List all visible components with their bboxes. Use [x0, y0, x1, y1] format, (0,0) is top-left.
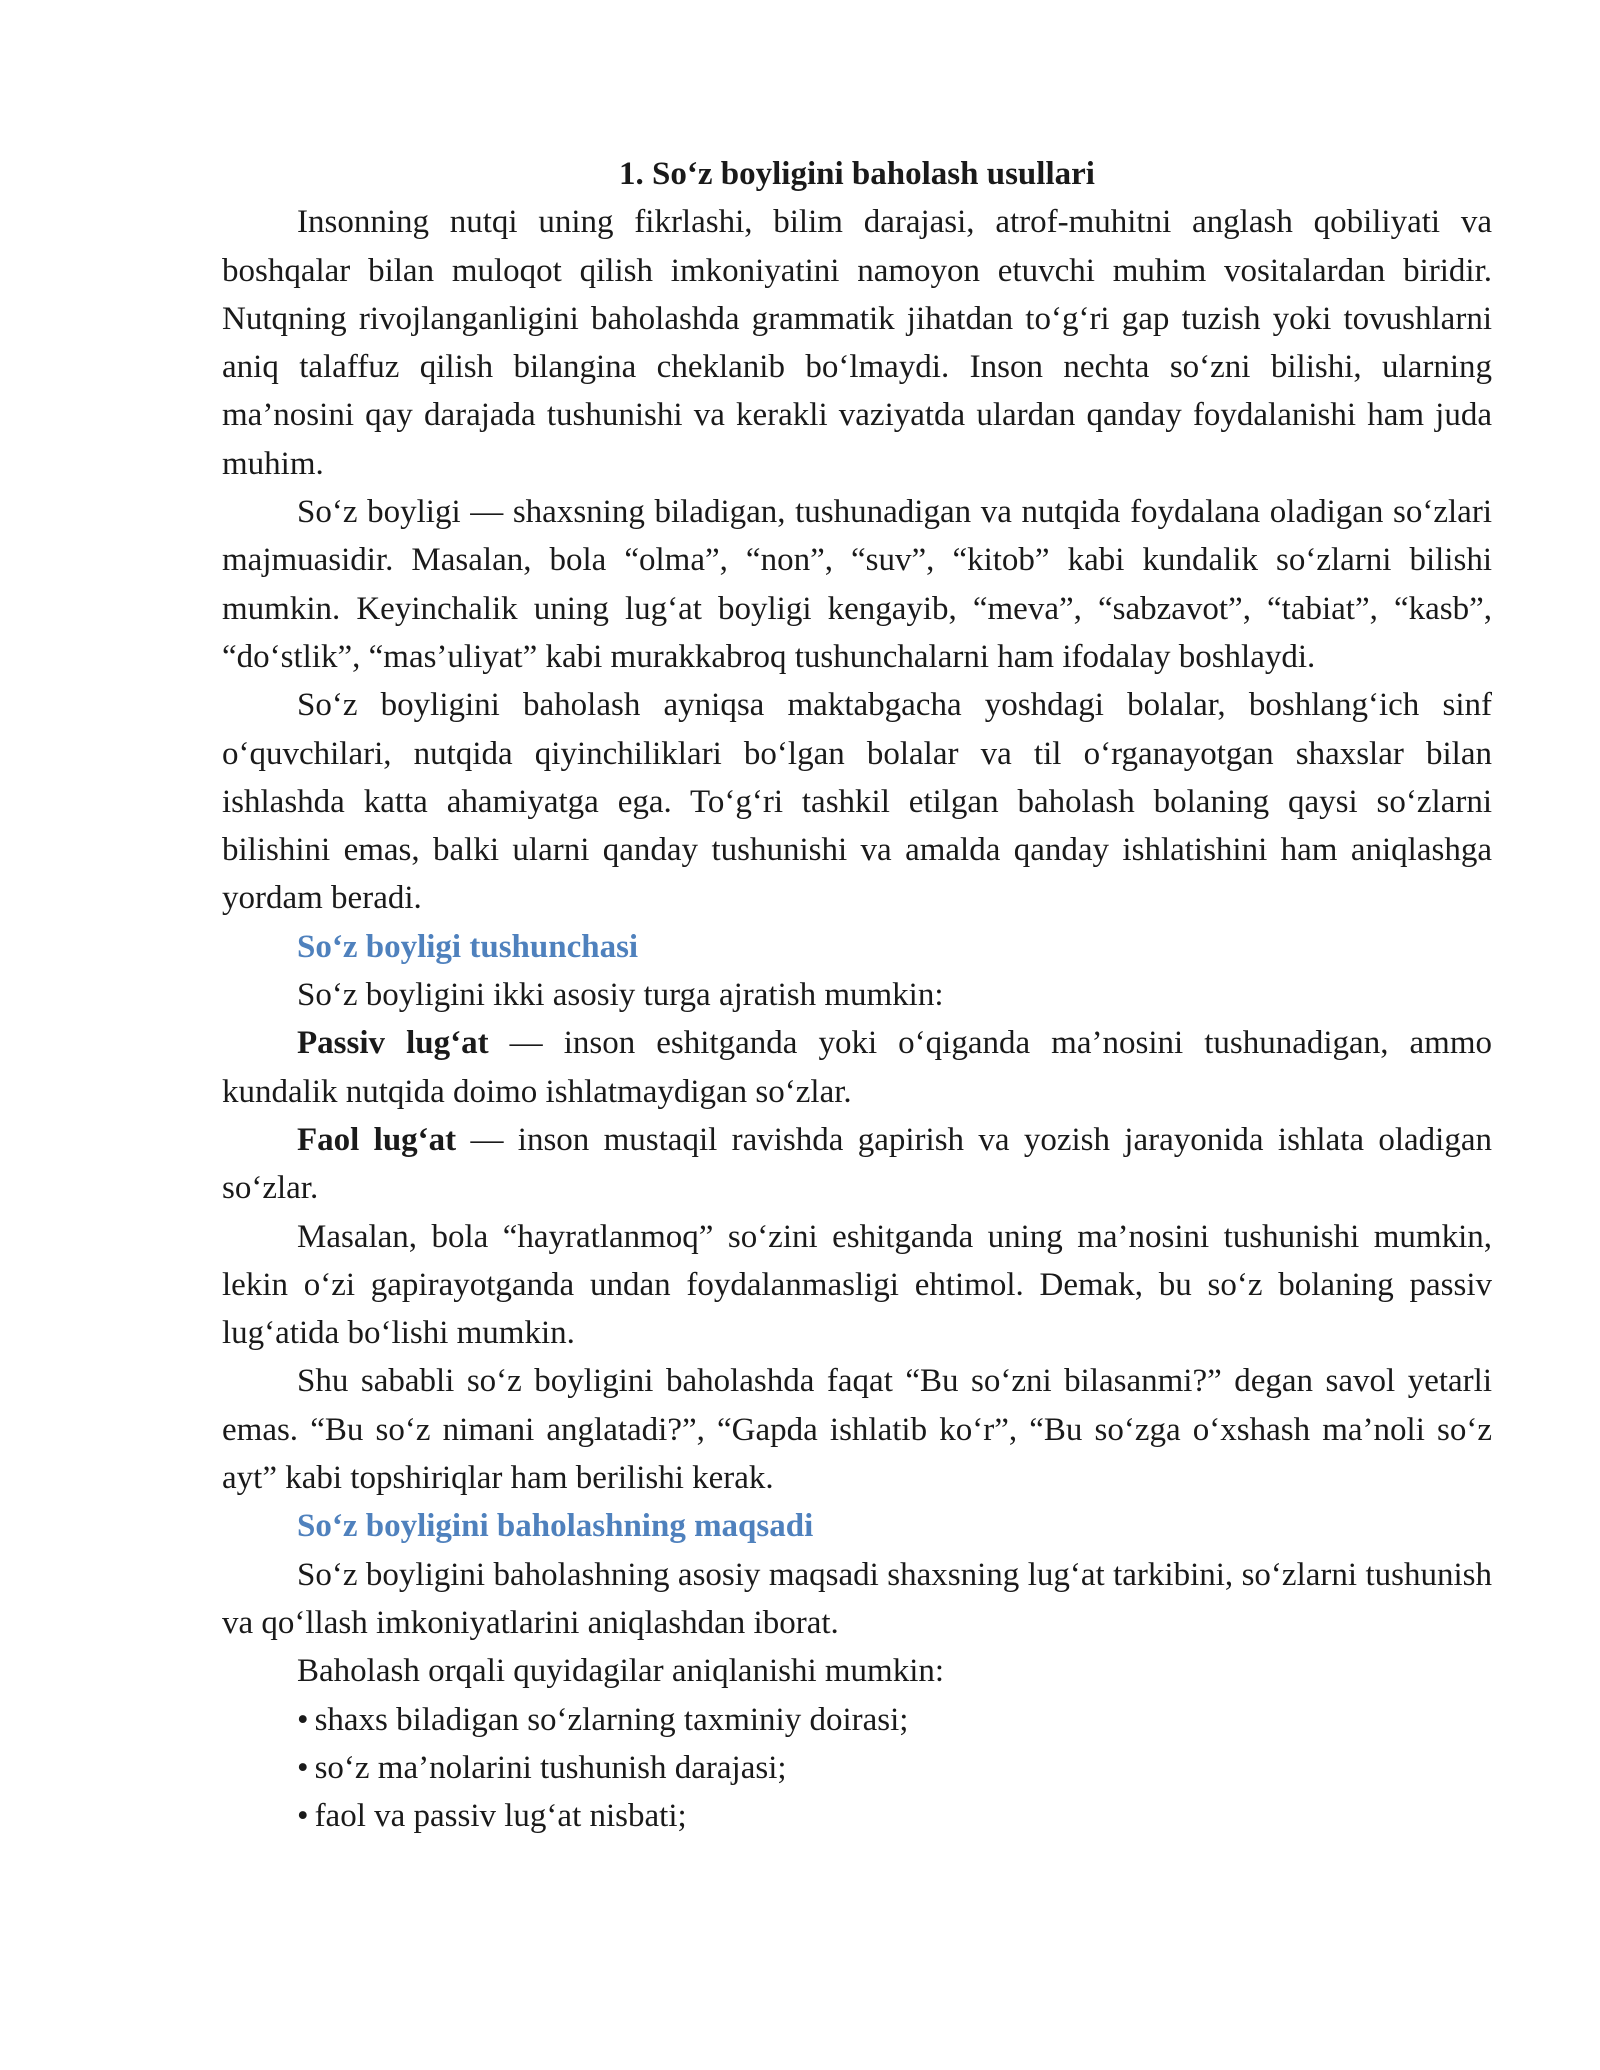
paragraph-list-intro: Baholash orqali quyidagilar aniqlanishi mumkin:	[297, 1653, 945, 1690]
list-item-text: so‘z ma’nolarini tushunish darajasi;	[314, 1749, 787, 1786]
term-active: Faol lug‘at	[297, 1121, 457, 1158]
bullet-icon: •	[297, 1798, 309, 1835]
subheading-concept: So‘z boyligi tushunchasi	[297, 928, 639, 965]
list-item	[297, 1744, 1492, 1792]
term-passive: Passiv lug‘at	[297, 1025, 489, 1062]
paragraph-purpose: So‘z boyligini baholashning asosiy maqsadi shaxsning lug‘at tarkibini, so‘zlarni tushunish va qo‘llash imkoniyatlarini aniqlashdan iborat.	[222, 1556, 1492, 1641]
paragraph-passive-vocabulary	[222, 1019, 1492, 1116]
subheading-purpose: So‘z boyligini baholashning maqsadi	[297, 1508, 814, 1545]
definition-passive: — inson eshitganda yoki o‘qiganda ma’nosini tushunadigan, ammo kundalik nutqida doimo ishlatmaydigan so‘zlar.	[222, 1025, 1492, 1110]
list-item	[297, 1696, 1492, 1744]
paragraph-types-intro: So‘z boyligini ikki asosiy turga ajratish mumkin:	[297, 977, 944, 1014]
definition-active: — inson mustaqil ravishda gapirish va yozish jarayonida ishlata oladigan so‘zlar.	[222, 1121, 1492, 1207]
list-item-text: shaxs biladigan so‘zlarning taxminiy doirasi;	[314, 1701, 909, 1738]
bullet-icon: •	[297, 1749, 309, 1786]
paragraph-example: Masalan, bola “hayratlanmoq” so‘zini eshitganda uning ma’nosini tushunishi mumkin, lekin o‘zi gapirayotganda undan foydalanmasligi ehtimol. Demak, bu so‘z bolaning passiv lug‘atida bo‘lishi mumkin.	[222, 1218, 1492, 1352]
bullet-list	[222, 1696, 1492, 1841]
paragraph-definition: So‘z boyligi — shaxsning biladigan, tushunadigan va nutqida foydalana oladigan so‘zlari majmuasidir. Masalan, bola “olma”, “non”, “suv”, “kitob” kabi kundalik so‘zlarni bilishi mumkin. Keyinchalik uning lug‘at boyligi kengayib, “meva”, “sabzavot”, “tabiat”, “kasb”, “do‘stlik”, “mas’uliyat” kabi murakkabroq tushunchalarni ham ifodalay boshlaydi.	[222, 494, 1492, 675]
list-item	[297, 1792, 1492, 1840]
paragraph-active-vocabulary	[222, 1116, 1492, 1213]
paragraph-importance: So‘z boyligini baholash ayniqsa maktabgacha yoshdagi bolalar, boshlang‘ich sinf o‘quvchilari, nutqida qiyinchiliklari bo‘lgan bolalar va til o‘rganayotgan shaxslar bilan ishlashda katta ahamiyatga ega. To‘g‘ri tashkil etilgan baholash bolaning qaysi so‘zlarni bilishini emas, balki ularni qanday tushunishi va amalda qanday ishlatishini ham aniqlashga yordam beradi.	[222, 687, 1492, 917]
section-title: 1. So‘z boyligini baholash usullari	[619, 156, 1095, 192]
document-page	[222, 150, 1492, 1840]
bullet-icon: •	[297, 1701, 309, 1738]
paragraph-intro: Insonning nutqi uning fikrlashi, bilim darajasi, atrof-muhitni anglash qobiliyati va boshqalar bilan muloqot qilish imkoniyatini namoyon etuvchi muhim vositalardan biridir. Nutqning rivojlanganligini baholashda grammatik jihatdan to‘g‘ri gap tuzish yoki tovushlarni aniq talaffuz qilish bilangina cheklanib bo‘lmaydi. Inson nechta so‘zni bilishi, ularning ma’nosini qay darajada tushunishi va kerakli vaziyatda ulardan qanday foydalanishi ham juda muhim.	[222, 204, 1492, 482]
list-item-text: faol va passiv lug‘at nisbati;	[314, 1798, 687, 1835]
paragraph-questions: Shu sababli so‘z boyligini baholashda faqat “Bu so‘zni bilasanmi?” degan savol yetarli emas. “Bu so‘z nimani anglatadi?”, “Gapda ishlatib ko‘r”, “Bu so‘zga o‘xshash ma’noli so‘z ayt” kabi topshiriqlar ham berilishi kerak.	[222, 1363, 1492, 1497]
